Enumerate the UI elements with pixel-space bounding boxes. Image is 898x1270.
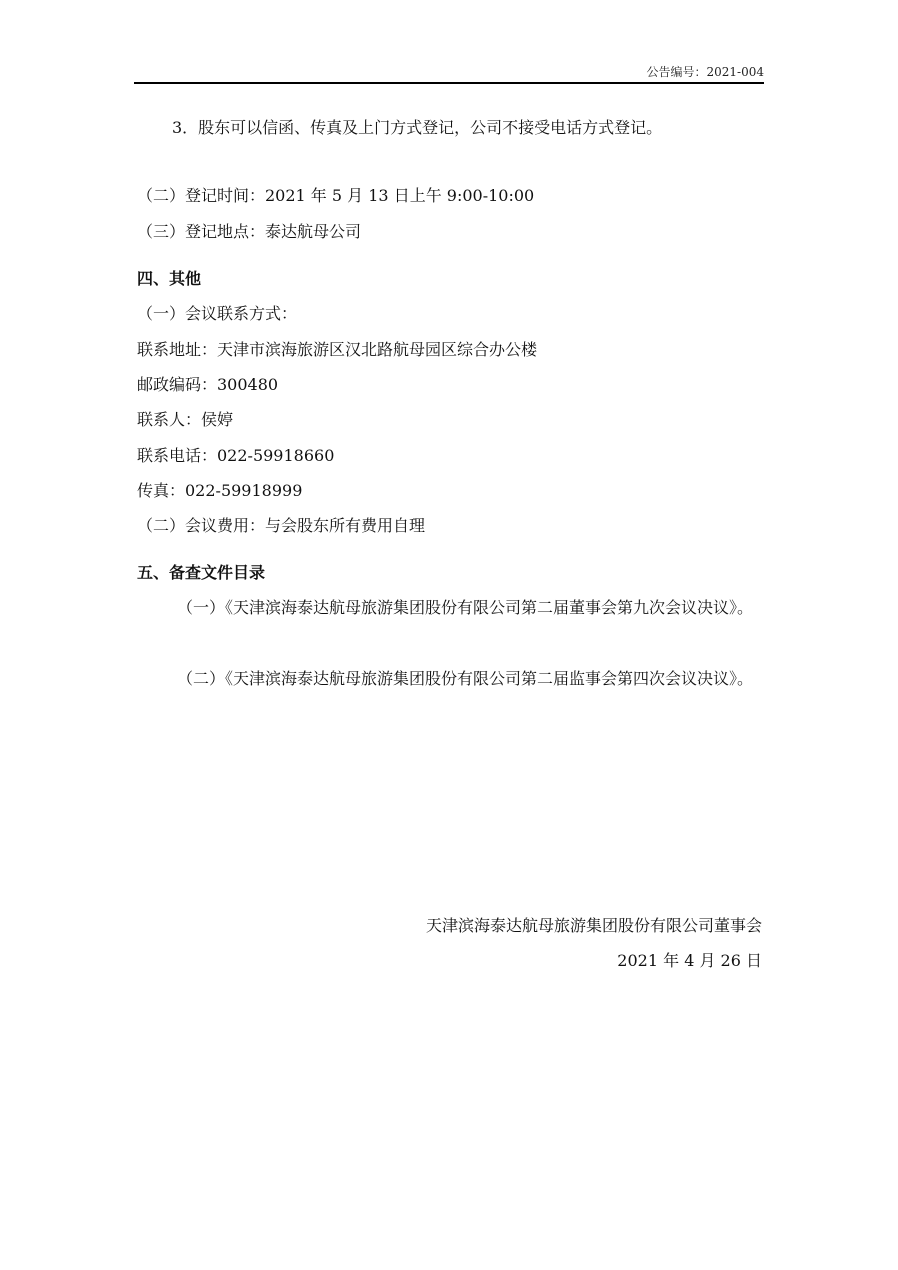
contact-phone: 联系电话：022-59918660	[137, 446, 335, 465]
signature-company: 天津滨海泰达航母旅游集团股份有限公司董事会	[425, 916, 762, 935]
contact-person: 联系人：侯婷	[137, 410, 234, 429]
announcement-number: 公告编号：2021-004	[646, 65, 764, 79]
contact-heading: （一）会议联系方式：	[137, 304, 298, 323]
header-divider	[134, 82, 764, 84]
section-five-title: 五、备查文件目录	[137, 563, 266, 582]
reference-document-1: （一）《天津滨海泰达航母旅游集团股份有限公司第二届董事会第九次会议决议》。	[177, 598, 754, 617]
registration-method-item: 3．股东可以信函、传真及上门方式登记，公司不接受电话方式登记。	[172, 118, 663, 137]
registration-time: （二）登记时间：2021 年 5 月 13 日上午 9:00-10:00	[137, 186, 535, 205]
signature-date: 2021 年 4 月 26 日	[617, 951, 762, 970]
registration-place: （三）登记地点：泰达航母公司	[137, 222, 362, 241]
contact-address: 联系地址：天津市滨海旅游区汉北路航母园区综合办公楼	[137, 340, 538, 359]
section-four-title: 四、其他	[137, 269, 202, 288]
meeting-expenses: （二）会议费用：与会股东所有费用自理	[137, 516, 426, 535]
postcode: 邮政编码：300480	[137, 375, 279, 394]
contact-fax: 传真：022-59918999	[137, 481, 303, 500]
reference-document-2: （二）《天津滨海泰达航母旅游集团股份有限公司第二届监事会第四次会议决议》。	[177, 669, 754, 688]
